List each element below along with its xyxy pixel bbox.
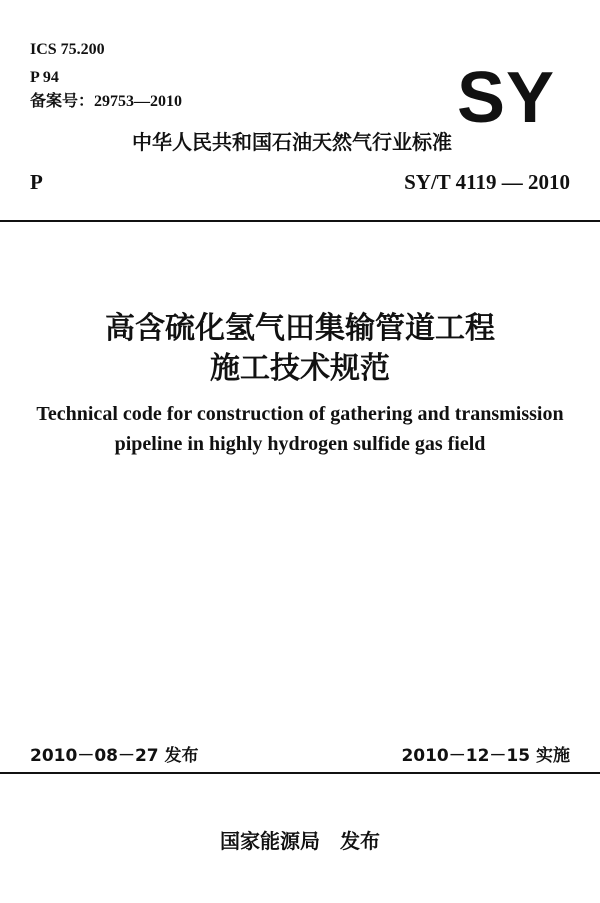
ics-code: ICS 75.200 <box>30 41 105 58</box>
publisher-line: 国家能源局 发布 <box>220 829 380 853</box>
issue-date: 2010－08－27 发布 <box>30 746 199 766</box>
chinese-title-line-1: 高含硫化氢气田集输管道工程 <box>105 311 495 346</box>
standard-number: SY/T 4119 — 2010 <box>404 170 570 194</box>
chinese-title-line-2: 施工技术规范 <box>210 351 390 386</box>
top-divider <box>0 220 600 222</box>
sy-logo: SY <box>456 58 555 138</box>
classification-code: P 94 <box>30 69 59 86</box>
record-number: 备案号：29753—2010 <box>30 93 183 110</box>
category-code: P <box>30 170 43 194</box>
english-title-line-2: pipeline in highly hydrogen sulfide gas field <box>114 433 486 455</box>
industry-standard-title: 中华人民共和国石油天然气行业标准 <box>132 130 452 154</box>
english-title-line-1: Technical code for construction of gathering and transmission <box>36 403 564 425</box>
implementation-date: 2010－12－15 实施 <box>401 746 570 766</box>
bottom-divider <box>0 772 600 774</box>
